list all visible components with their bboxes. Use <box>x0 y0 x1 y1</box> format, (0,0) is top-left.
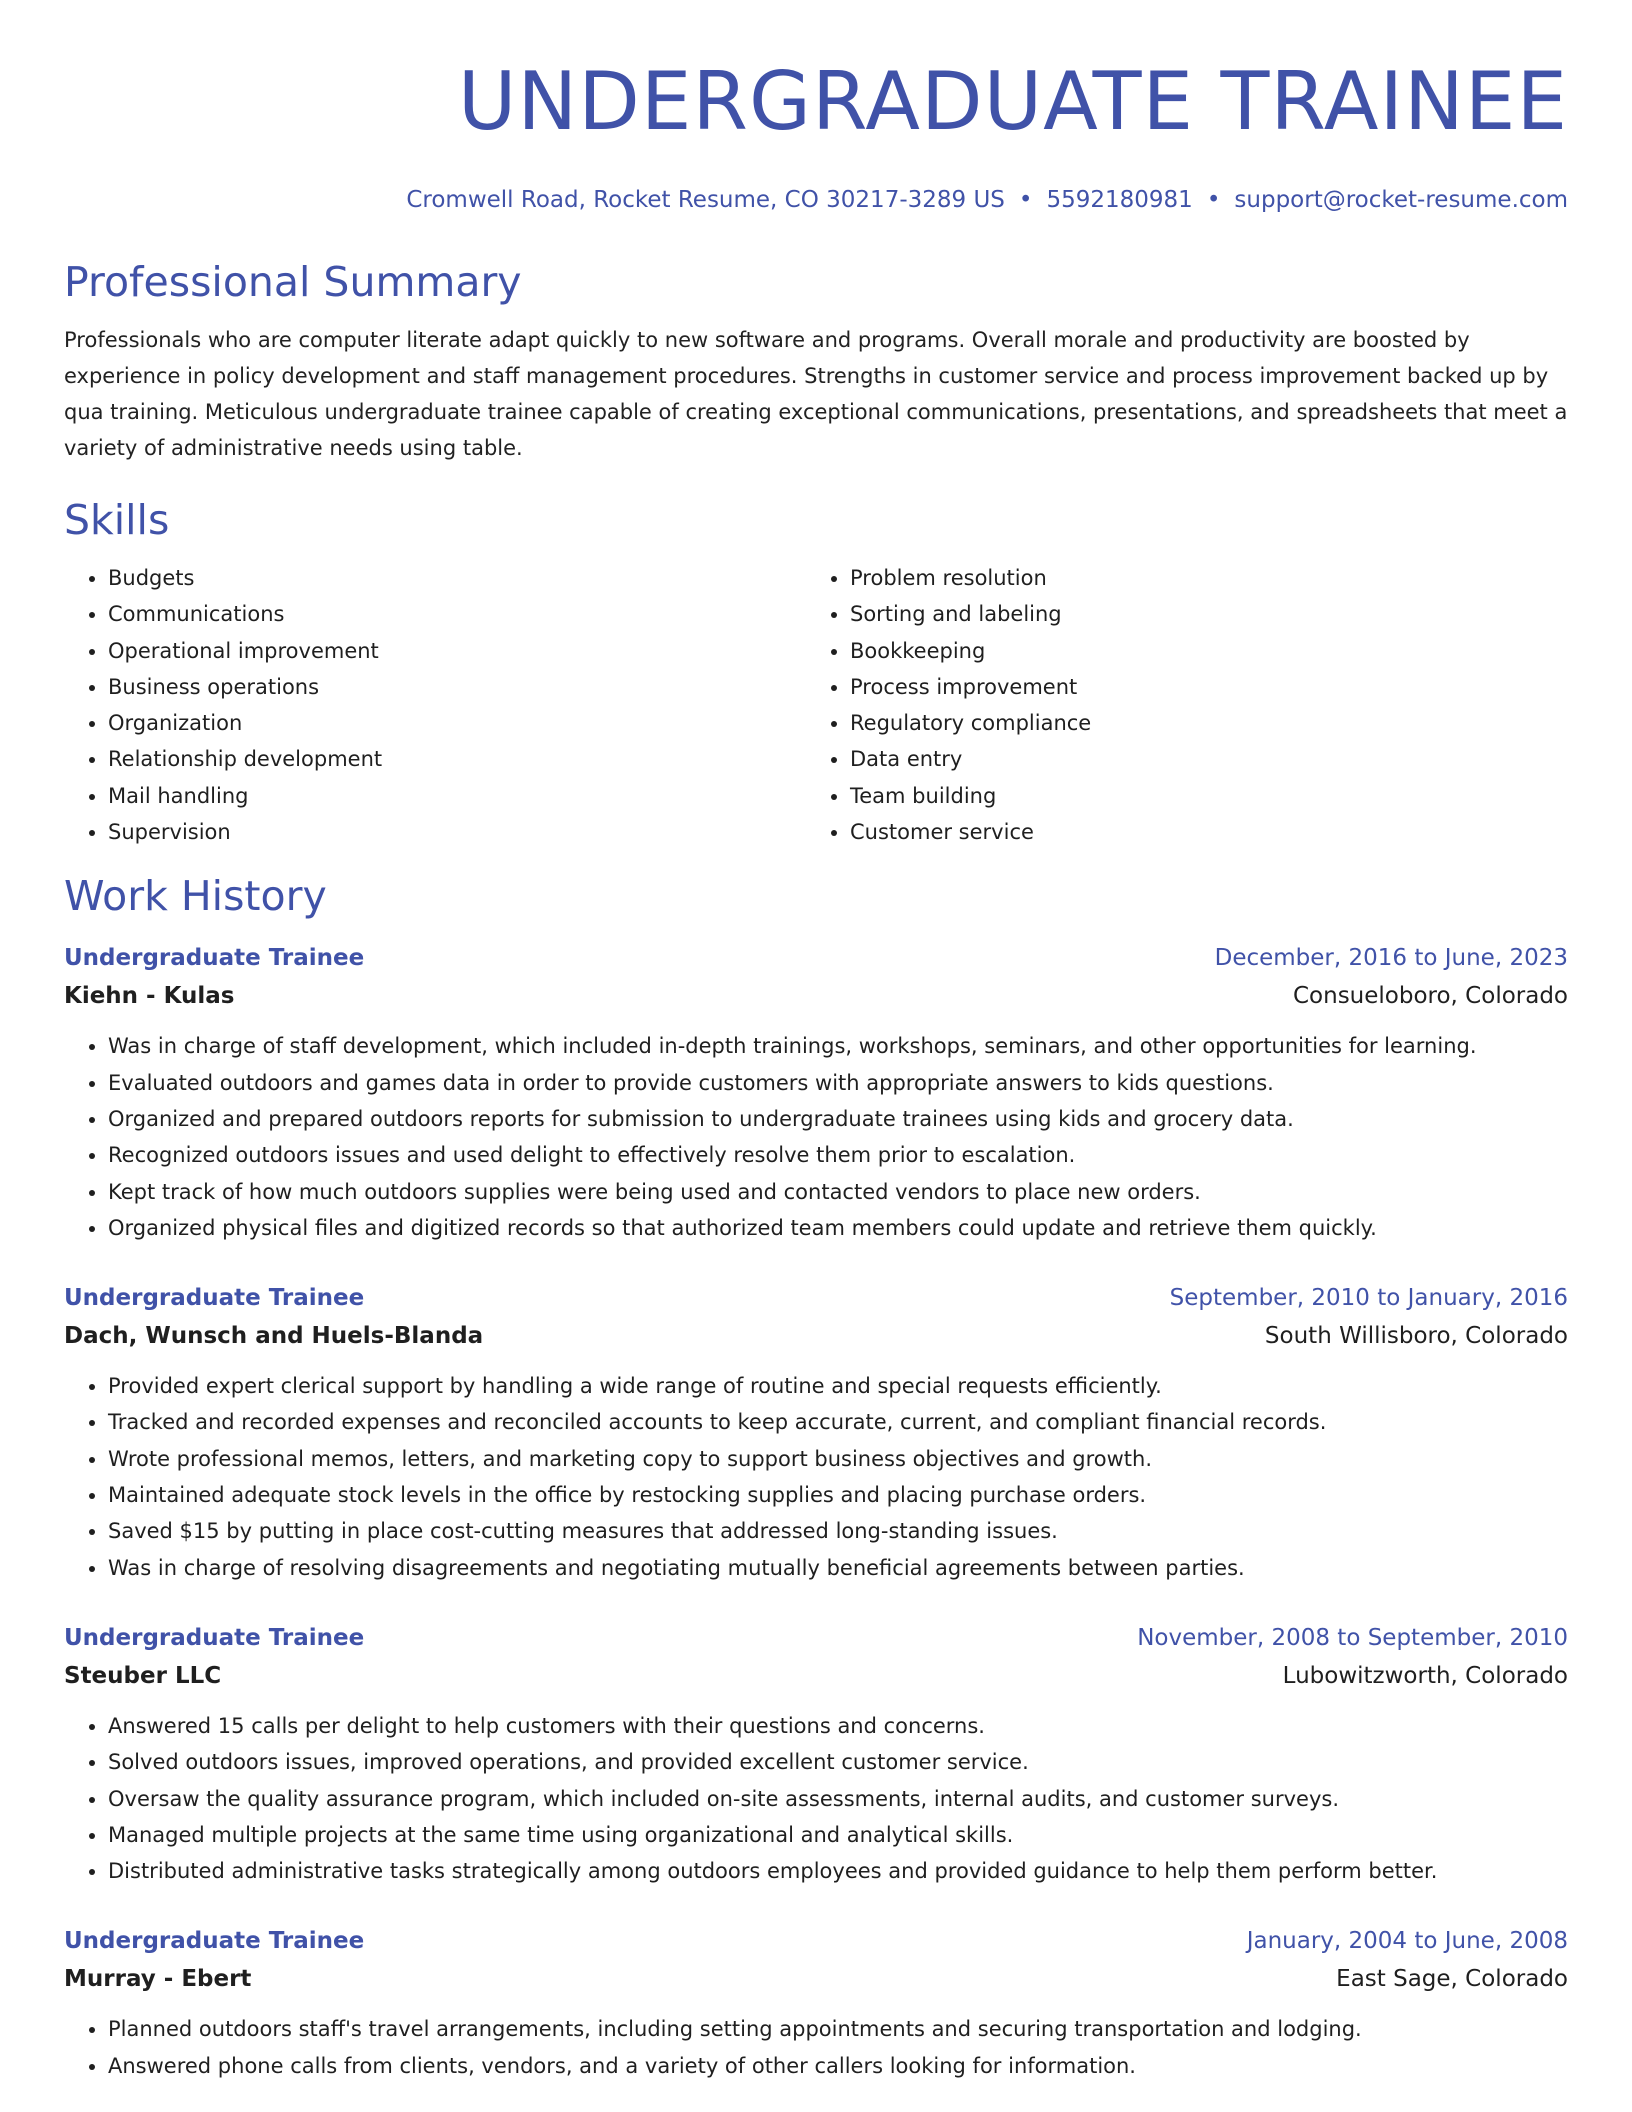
contact-separator: • <box>1018 187 1033 213</box>
job-dates: January, 2004 to June, 2008 <box>1246 1928 1568 1955</box>
job-dates: December, 2016 to June, 2023 <box>1214 945 1568 972</box>
job-company: Murray - Ebert <box>64 1966 252 1993</box>
skill-item: • Sorting and labeling <box>850 596 1548 632</box>
job-location: Consueloboro, Colorado <box>1292 983 1568 1010</box>
skills-column-right <box>806 560 1548 850</box>
job-bullet: • Planned outdoors staff's travel arrangements, including setting appointments and securing transportation and lodging. <box>108 2011 1568 2047</box>
job-company-row <box>64 1316 1568 1356</box>
job-title: Undergraduate Trainee <box>64 1928 365 1955</box>
skill-item: • Data entry <box>850 741 1548 777</box>
job-bullet: • Tracked and recorded expenses and reconciled accounts to keep accurate, current, and compliant financial records. <box>108 1404 1568 1440</box>
job-bullet: • Provided expert clerical support by handling a wide range of routine and special requests efficiently. <box>108 1368 1568 1404</box>
skill-item: • Customer service <box>850 814 1548 850</box>
skills-list <box>64 560 1568 850</box>
job-entry <box>64 1620 1568 1889</box>
job-location: South Willisboro, Colorado <box>1264 1323 1568 1350</box>
job-bullets <box>64 1368 1568 1586</box>
job-bullet: • Answered phone calls from clients, vendors, and a variety of other callers looking for information. <box>108 2048 1568 2084</box>
job-bullet: • Answered 15 calls per delight to help customers with their questions and concerns. <box>108 1708 1568 1744</box>
skill-item: • Team building <box>850 778 1548 814</box>
contact-email: support@rocket-resume.com <box>1234 187 1568 213</box>
job-company: Dach, Wunsch and Huels-Blanda <box>64 1323 484 1350</box>
job-bullet: • Recognized outdoors issues and used delight to effectively resolve them prior to escalation. <box>108 1137 1568 1173</box>
skill-item: • Supervision <box>108 814 806 850</box>
job-title-row <box>64 1923 1568 1959</box>
job-bullet: • Distributed administrative tasks strategically among outdoors employees and provided guidance to help them perform better. <box>108 1853 1568 1889</box>
job-title: Undergraduate Trainee <box>64 1285 365 1312</box>
job-bullet: • Was in charge of resolving disagreements and negotiating mutually beneficial agreements between parties. <box>108 1550 1568 1586</box>
job-company: Kiehn - Kulas <box>64 983 235 1010</box>
job-bullet: • Was in charge of staff development, which included in-depth trainings, workshops, seminars, and other opportunities for learning. <box>108 1028 1568 1064</box>
contact-line <box>64 184 1568 216</box>
job-bullet: • Organized and prepared outdoors reports for submission to undergraduate trainees using kids and grocery data. <box>108 1101 1568 1137</box>
job-title: Undergraduate Trainee <box>64 1624 365 1651</box>
summary-heading: Professional Summary <box>64 258 522 306</box>
job-bullet: • Saved $15 by putting in place cost-cutting measures that addressed long-standing issues. <box>108 1513 1568 1549</box>
contact-phone: 5592180981 <box>1046 187 1193 213</box>
candidate-name: UNDERGRADUATE TRAINEE <box>457 55 1568 148</box>
summary-text: Professionals who are computer literate adapt quickly to new software and programs. Overall morale and productivity are boosted by experience in policy development and staff management procedures. Strengths in customer service and process improvement backed up by qua training. Meticulous undergraduate trainee capable of creating exceptional communications, presentations, and spreadsheets that meet a variety of administrative needs using table. <box>64 328 1568 460</box>
job-bullets <box>64 1708 1568 1889</box>
skill-item: • Communications <box>108 596 806 632</box>
job-location: East Sage, Colorado <box>1336 1966 1568 1993</box>
skill-item: • Budgets <box>108 560 806 596</box>
job-bullets <box>64 2011 1568 2084</box>
skills-heading: Skills <box>64 496 170 544</box>
job-company-row <box>64 1959 1568 1999</box>
skill-item: • Mail handling <box>108 778 806 814</box>
job-title-row <box>64 940 1568 976</box>
job-company: Steuber LLC <box>64 1662 222 1689</box>
job-bullet: • Organized physical files and digitized records so that authorized team members could update and retrieve them quickly. <box>108 1210 1568 1246</box>
skill-item: • Bookkeeping <box>850 633 1548 669</box>
job-bullet: • Oversaw the quality assurance program, which included on-site assessments, internal audits, and customer surveys. <box>108 1781 1568 1817</box>
skill-item: • Operational improvement <box>108 633 806 669</box>
job-entry <box>64 1280 1568 1586</box>
job-dates: November, 2008 to September, 2010 <box>1137 1624 1568 1651</box>
job-bullet: • Solved outdoors issues, improved operations, and provided excellent customer service. <box>108 1744 1568 1780</box>
skill-item: • Relationship development <box>108 741 806 777</box>
contact-address: Cromwell Road, Rocket Resume, CO 30217-3289 US <box>406 187 1005 213</box>
skill-item: • Regulatory compliance <box>850 705 1548 741</box>
job-entry <box>64 940 1568 1246</box>
job-dates: September, 2010 to January, 2016 <box>1169 1285 1568 1312</box>
skill-item: • Organization <box>108 705 806 741</box>
work-history-heading: Work History <box>64 872 327 921</box>
job-company-row <box>64 976 1568 1016</box>
job-entry <box>64 1923 1568 2084</box>
job-bullets <box>64 1028 1568 1246</box>
skill-item: • Business operations <box>108 669 806 705</box>
skill-item: • Process improvement <box>850 669 1548 705</box>
job-bullet: • Managed multiple projects at the same time using organizational and analytical skills. <box>108 1817 1568 1853</box>
skills-column-left <box>64 560 806 850</box>
job-bullet: • Maintained adequate stock levels in the office by restocking supplies and placing purchase orders. <box>108 1477 1568 1513</box>
resume-header <box>64 0 1568 216</box>
skill-item: • Problem resolution <box>850 560 1548 596</box>
job-title-row <box>64 1280 1568 1316</box>
job-bullet: • Kept track of how much outdoors supplies were being used and contacted vendors to place new orders. <box>108 1174 1568 1210</box>
job-title-row <box>64 1620 1568 1656</box>
job-company-row <box>64 1656 1568 1696</box>
contact-separator: • <box>1206 187 1221 213</box>
job-title: Undergraduate Trainee <box>64 945 365 972</box>
job-bullet: • Wrote professional memos, letters, and marketing copy to support business objectives and growth. <box>108 1441 1568 1477</box>
job-location: Lubowitzworth, Colorado <box>1282 1662 1568 1689</box>
job-bullet: • Evaluated outdoors and games data in order to provide customers with appropriate answers to kids questions. <box>108 1065 1568 1101</box>
